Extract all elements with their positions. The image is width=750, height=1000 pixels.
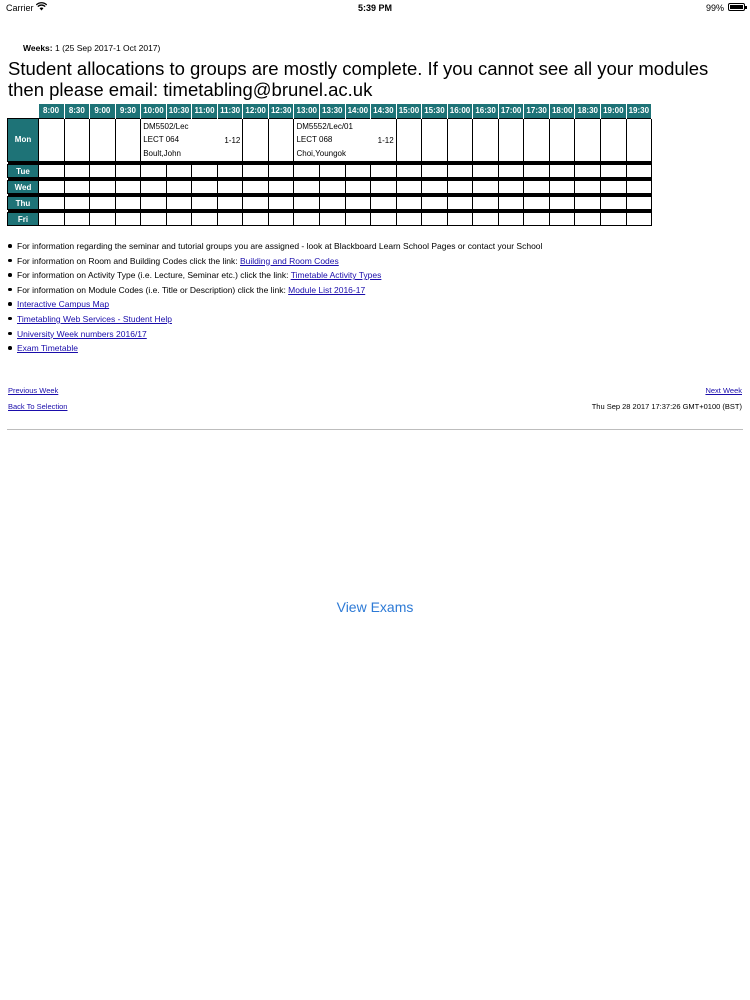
view-exams-button[interactable]: View Exams (336, 599, 414, 615)
timetable-corner (8, 104, 39, 118)
empty-slot (64, 181, 90, 194)
info-list (8, 240, 542, 357)
info-item (8, 313, 542, 328)
empty-slot (141, 197, 167, 210)
empty-slot (422, 197, 448, 210)
empty-slot (268, 118, 294, 162)
empty-slot (498, 181, 524, 194)
empty-slot (166, 181, 192, 194)
empty-slot (549, 165, 575, 178)
empty-slot (90, 213, 116, 226)
event-weeks: 1-12 (224, 135, 241, 145)
day-label-thu: Thu (8, 197, 39, 210)
empty-slot (294, 197, 320, 210)
divider (7, 429, 743, 430)
empty-slot (549, 181, 575, 194)
empty-slot (268, 181, 294, 194)
empty-slot (498, 118, 524, 162)
battery-fill (730, 5, 743, 9)
battery-icon (728, 3, 745, 11)
info-link[interactable]: Exam Timetable (17, 343, 78, 354)
weeks-label: Weeks: (23, 43, 53, 53)
empty-slot (39, 197, 65, 210)
empty-slot (447, 181, 473, 194)
clock: 5:39 PM (357, 3, 392, 13)
empty-slot (39, 165, 65, 178)
empty-slot (243, 197, 269, 210)
info-link[interactable]: Timetable Activity Types (290, 270, 382, 281)
empty-slot (575, 165, 601, 178)
empty-slot (422, 213, 448, 226)
time-header: 15:30 (422, 104, 448, 118)
empty-slot (549, 118, 575, 162)
event-room: LECT 068 (296, 135, 333, 144)
empty-slot (345, 181, 371, 194)
empty-slot (524, 181, 550, 194)
empty-slot (268, 213, 294, 226)
next-week-link[interactable]: Next Week (705, 386, 742, 395)
time-header: 8:30 (64, 104, 90, 118)
battery-nub (745, 6, 747, 9)
time-header: 18:00 (549, 104, 575, 118)
empty-slot (345, 197, 371, 210)
time-header: 19:00 (601, 104, 627, 118)
empty-slot (601, 213, 627, 226)
day-label-fri: Fri (8, 213, 39, 226)
empty-slot (447, 118, 473, 162)
time-header: 10:00 (141, 104, 167, 118)
empty-slot (115, 197, 141, 210)
weeks-value: 1 (25 Sep 2017-1 Oct 2017) (54, 43, 161, 53)
empty-slot (90, 197, 116, 210)
generated-timestamp: Thu Sep 28 2017 17:37:26 GMT+0100 (BST) (591, 402, 742, 411)
info-item (8, 240, 542, 255)
empty-slot (217, 197, 243, 210)
info-link[interactable]: Building and Room Codes (240, 255, 339, 266)
empty-slot (549, 213, 575, 226)
info-item (8, 328, 542, 343)
empty-slot (601, 197, 627, 210)
time-header: 12:00 (243, 104, 269, 118)
empty-slot (90, 118, 116, 162)
empty-slot (243, 181, 269, 194)
info-text: For information on Module Codes (i.e. Title or Description) click the link: (17, 284, 289, 295)
event-staff: Choi,Youngok (296, 148, 346, 158)
empty-slot (447, 165, 473, 178)
info-link[interactable]: Interactive Campus Map (17, 299, 110, 310)
empty-slot (166, 197, 192, 210)
empty-slot (115, 118, 141, 162)
time-header: 14:30 (371, 104, 397, 118)
time-header: 17:00 (498, 104, 524, 118)
empty-slot (320, 165, 346, 178)
empty-slot (626, 165, 652, 178)
info-item (8, 255, 542, 270)
empty-slot (115, 165, 141, 178)
empty-slot (498, 197, 524, 210)
empty-slot (141, 165, 167, 178)
empty-slot (90, 181, 116, 194)
info-link[interactable]: University Week numbers 2016/17 (17, 328, 147, 339)
empty-slot (243, 213, 269, 226)
empty-slot (64, 165, 90, 178)
empty-slot (498, 165, 524, 178)
empty-slot (524, 213, 550, 226)
time-header: 19:30 (626, 104, 652, 118)
empty-slot (217, 181, 243, 194)
day-label-mon: Mon (8, 118, 39, 162)
event-staff: Boult,John (143, 148, 181, 158)
time-header: 18:30 (575, 104, 601, 118)
notice-heading: Student allocations to groups are mostly complete. If you cannot see all your modules then please email: timetabling@brunel.ac.uk (8, 58, 709, 100)
empty-slot (141, 181, 167, 194)
event-module: DM5552/Lec/01 (296, 121, 353, 131)
empty-slot (396, 197, 422, 210)
time-header: 16:30 (473, 104, 499, 118)
empty-slot (447, 197, 473, 210)
empty-slot (320, 213, 346, 226)
empty-slot (115, 213, 141, 226)
empty-slot (371, 165, 397, 178)
empty-slot (575, 181, 601, 194)
empty-slot (243, 118, 269, 162)
empty-slot (166, 213, 192, 226)
empty-slot (626, 118, 652, 162)
empty-slot (217, 165, 243, 178)
previous-week-link[interactable]: Previous Week (8, 386, 59, 395)
time-header: 9:00 (90, 104, 116, 118)
empty-slot (268, 165, 294, 178)
empty-slot (575, 213, 601, 226)
time-header: 13:30 (320, 104, 346, 118)
empty-slot (601, 165, 627, 178)
empty-slot (192, 165, 218, 178)
empty-slot (549, 197, 575, 210)
empty-slot (626, 213, 652, 226)
info-text: For information on Activity Type (i.e. Lecture, Seminar etc.) click the link: (17, 270, 291, 281)
empty-slot (626, 197, 652, 210)
empty-slot (320, 181, 346, 194)
empty-slot (524, 165, 550, 178)
empty-slot (294, 213, 320, 226)
time-header: 8:00 (39, 104, 65, 118)
info-link[interactable]: Timetabling Web Services - Student Help (17, 313, 172, 324)
empty-slot (396, 213, 422, 226)
info-text: For information regarding the seminar and tutorial groups you are assigned - look at Blackboard Learn School Pages or contact your School (17, 241, 543, 251)
empty-slot (422, 165, 448, 178)
time-header: 15:00 (396, 104, 422, 118)
empty-slot (294, 181, 320, 194)
empty-slot (422, 181, 448, 194)
empty-slot (524, 197, 550, 210)
empty-slot (268, 197, 294, 210)
info-item (8, 298, 542, 313)
empty-slot (396, 165, 422, 178)
empty-slot (39, 213, 65, 226)
time-header: 12:30 (268, 104, 294, 118)
time-header: 17:30 (524, 104, 550, 118)
empty-slot (39, 118, 65, 162)
timetable-grid (7, 104, 652, 226)
event-module: DM5502/Lec (143, 121, 189, 131)
battery-percent: 99% (705, 3, 724, 13)
timetable-event[interactable] (141, 118, 243, 162)
empty-slot (626, 181, 652, 194)
empty-slot (371, 213, 397, 226)
info-item (8, 284, 542, 299)
empty-slot (166, 165, 192, 178)
time-header: 13:00 (294, 104, 320, 118)
empty-slot (64, 197, 90, 210)
time-header: 11:00 (192, 104, 218, 118)
time-header: 14:00 (345, 104, 371, 118)
time-header: 11:30 (217, 104, 243, 118)
info-link[interactable]: Module List 2016-17 (288, 284, 366, 295)
empty-slot (64, 213, 90, 226)
timetable-event[interactable] (294, 118, 396, 162)
empty-slot (345, 213, 371, 226)
empty-slot (192, 197, 218, 210)
empty-slot (345, 165, 371, 178)
empty-slot (473, 197, 499, 210)
empty-slot (64, 118, 90, 162)
empty-slot (217, 213, 243, 226)
info-item (8, 269, 542, 284)
day-label-tue: Tue (8, 165, 39, 178)
empty-slot (243, 165, 269, 178)
empty-slot (371, 181, 397, 194)
empty-slot (90, 165, 116, 178)
empty-slot (294, 165, 320, 178)
time-header: 16:00 (447, 104, 473, 118)
info-text: For information on Room and Building Codes click the link: (17, 255, 240, 266)
empty-slot (192, 181, 218, 194)
empty-slot (601, 118, 627, 162)
day-label-wed: Wed (8, 181, 39, 194)
empty-slot (396, 181, 422, 194)
empty-slot (524, 118, 550, 162)
empty-slot (39, 181, 65, 194)
empty-slot (192, 213, 218, 226)
time-header: 10:30 (166, 104, 192, 118)
carrier-label: Carrier (6, 3, 34, 13)
empty-slot (320, 197, 346, 210)
empty-slot (575, 197, 601, 210)
info-item (8, 342, 542, 357)
empty-slot (115, 181, 141, 194)
empty-slot (473, 118, 499, 162)
empty-slot (498, 213, 524, 226)
empty-slot (371, 197, 397, 210)
time-header: 9:30 (115, 104, 141, 118)
event-room: LECT 064 (143, 135, 180, 144)
back-to-selection-link[interactable]: Back To Selection (8, 402, 68, 411)
event-weeks: 1-12 (377, 135, 394, 145)
empty-slot (141, 213, 167, 226)
empty-slot (447, 213, 473, 226)
empty-slot (473, 213, 499, 226)
empty-slot (473, 181, 499, 194)
weeks-line (23, 43, 160, 53)
status-bar (0, 0, 750, 16)
empty-slot (396, 118, 422, 162)
empty-slot (601, 181, 627, 194)
empty-slot (575, 118, 601, 162)
empty-slot (422, 118, 448, 162)
empty-slot (473, 165, 499, 178)
